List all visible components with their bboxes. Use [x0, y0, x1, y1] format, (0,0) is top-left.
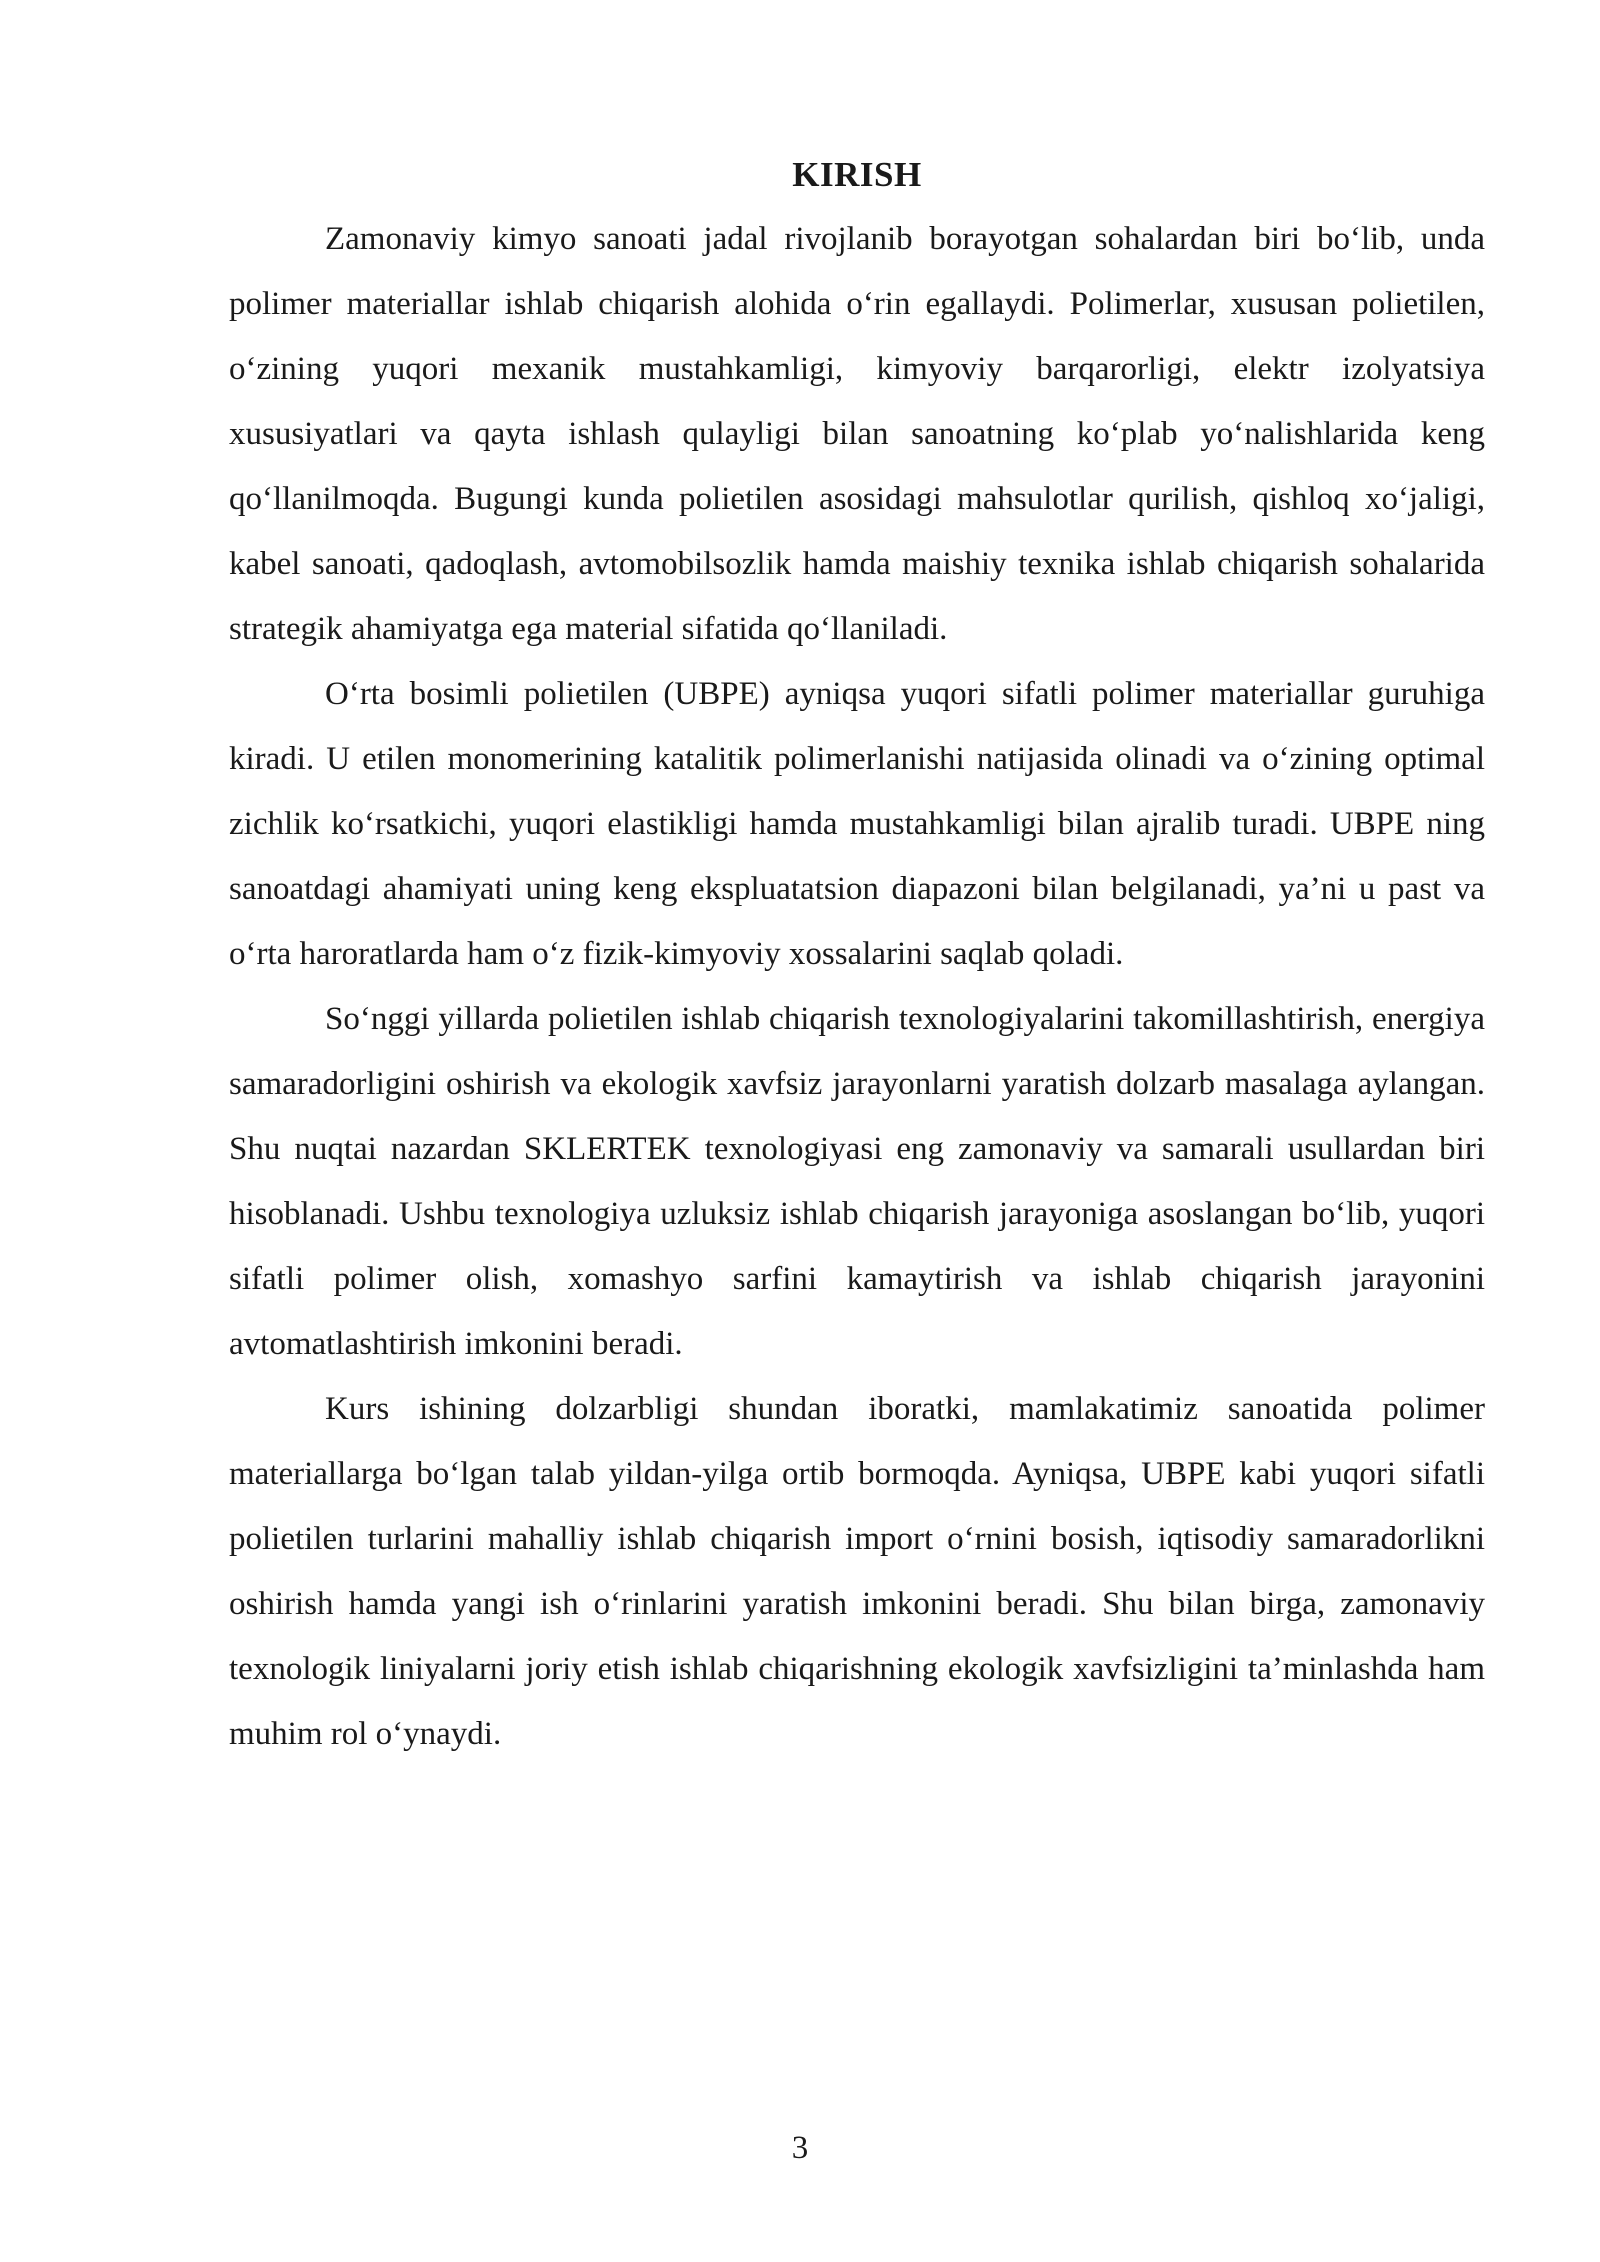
page-content — [229, 150, 1485, 1767]
paragraph-3: So‘nggi yillarda polietilen ishlab chiqarish texnologiyalarini takomillashtirish, energiya samaradorligini oshirish va ekologik xavfsiz jarayonlarni yaratish dolzarb masalaga aylangan. Shu nuqtai nazardan SKLERTEK texnologiyasi eng zamonaviy va samarali usullardan biri hisoblanadi. Ushbu texnologiya uzluksiz ishlab chiqarish jarayoniga asoslangan bo‘lib, yuqori sifatli polimer olish, xomashyo sarfini kamaytirish va ishlab chiqarish jarayonini avtomatlashtirish imkonini beradi. — [229, 1001, 1485, 1362]
paragraph-1: Zamonaviy kimyo sanoati jadal rivojlanib borayotgan sohalardan biri bo‘lib, unda polimer materiallar ishlab chiqarish alohida o‘rin egallaydi. Polimerlar, xususan polietilen, o‘zining yuqori mexanik mustahkamligi, kimyoviy barqarorligi, elektr izolyatsiya xususiyatlari va qayta ishlash qulayligi bilan sanoatning ko‘plab yo‘nalishlarida keng qo‘llanilmoqda. Bugungi kunda polietilen asosidagi mahsulotlar qurilish, qishloq xo‘jaligi, kabel sanoati, qadoqlash, avtomobilsozlik hamda maishiy texnika ishlab chiqarish sohalarida strategik ahamiyatga ega material sifatida qo‘llaniladi. — [229, 221, 1485, 647]
page-number: 3 — [791, 2130, 809, 2166]
paragraph-2: O‘rta bosimli polietilen (UBPE) ayniqsa yuqori sifatli polimer materiallar guruhiga kiradi. U etilen monomerining katalitik polimerlanishi natijasida olinadi va o‘zining optimal zichlik ko‘rsatkichi, yuqori elastikligi hamda mustahkamligi bilan ajralib turadi. UBPE ning sanoatdagi ahamiyati uning keng ekspluatatsion diapazoni bilan belgilanadi, ya’ni u past va o‘rta haroratlarda ham o‘z fizik-kimyoviy xossalarini saqlab qoladi. — [229, 676, 1485, 972]
paragraph-4: Kurs ishining dolzarbligi shundan iboratki, mamlakatimiz sanoatida polimer materiallarga bo‘lgan talab yildan-yilga ortib bormoqda. Ayniqsa, UBPE kabi yuqori sifatli polietilen turlarini mahalliy ishlab chiqarish import o‘rnini bosish, iqtisodiy samaradorlikni oshirish hamda yangi ish o‘rinlarini yaratish imkonini beradi. Shu bilan birga, zamonaviy texnologik liniyalarni joriy etish ishlab chiqarishning ekologik xavfsizligini ta’minlashda ham muhim rol o‘ynaydi. — [229, 1391, 1485, 1752]
section-title: KIRISH — [792, 155, 922, 194]
